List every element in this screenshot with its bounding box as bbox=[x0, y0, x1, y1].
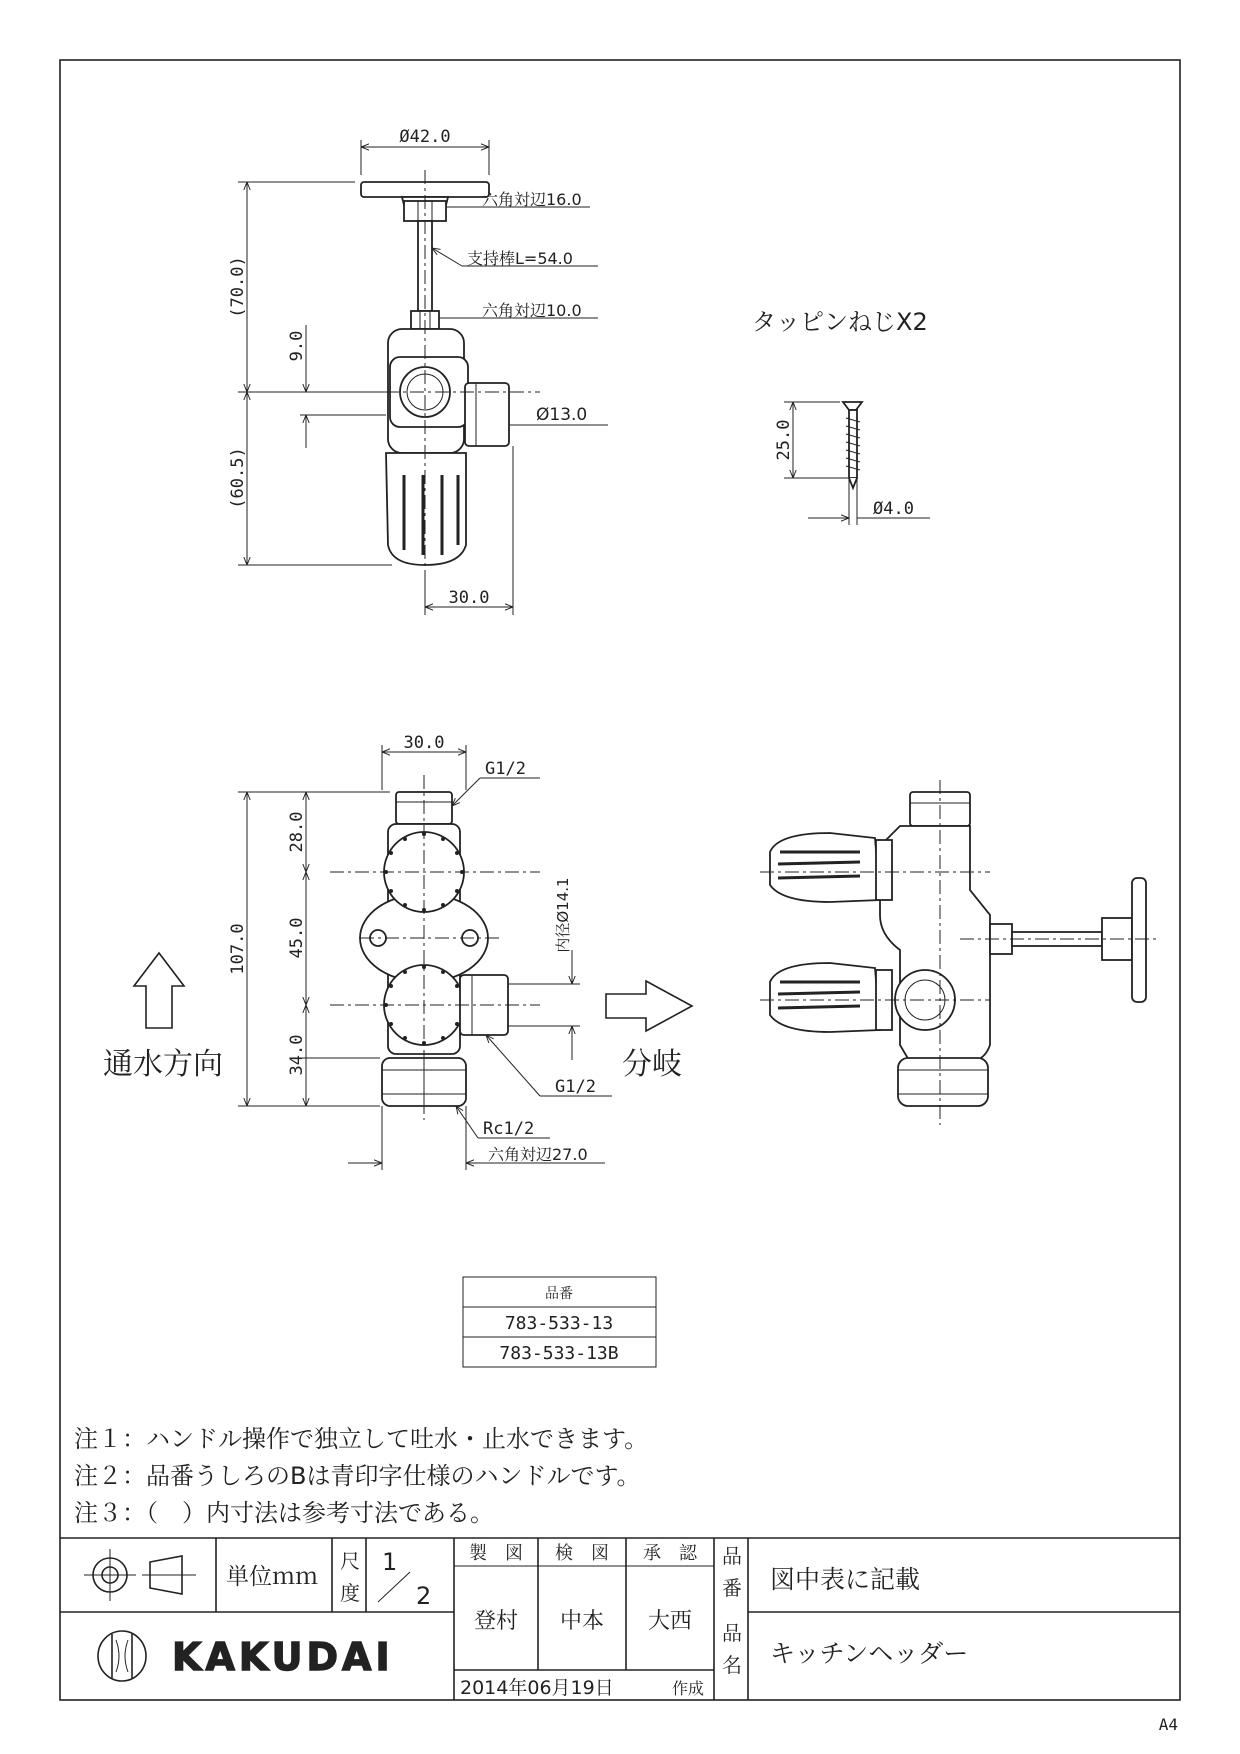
dim-width-30: 30.0 bbox=[448, 588, 490, 608]
dim-28: 28.0 bbox=[287, 811, 307, 853]
title-block bbox=[60, 1538, 1180, 1700]
date-suffix: 作成 bbox=[672, 1679, 705, 1698]
kakudai-logo bbox=[98, 1631, 394, 1681]
screw-label: タッピンねじX2 bbox=[752, 308, 928, 336]
handle-knob bbox=[386, 453, 466, 565]
front-view bbox=[103, 733, 692, 1170]
part-number-table bbox=[463, 1277, 656, 1367]
side-flange bbox=[1132, 878, 1146, 1002]
product-name: キッチンヘッダー bbox=[770, 1639, 969, 1668]
side-handle-lower bbox=[770, 963, 880, 1032]
dim-outlet-dia: Ø13.0 bbox=[536, 405, 588, 425]
flow-label: 通水方向 bbox=[103, 1047, 223, 1082]
part-no-value: 図中表に記載 bbox=[770, 1565, 921, 1594]
approved-label: 承 認 bbox=[643, 1543, 697, 1564]
part-table-header: 品番 bbox=[545, 1286, 573, 1302]
screw-dia: Ø4.0 bbox=[873, 499, 914, 519]
part-no-label-1: 品 bbox=[722, 1544, 742, 1568]
dim-hex-16: 六角対辺16.0 bbox=[482, 190, 582, 209]
name-label-2: 名 bbox=[722, 1653, 742, 1677]
name-label-1: 品 bbox=[722, 1621, 742, 1645]
part-table-row: 783-533-13B bbox=[499, 1343, 619, 1364]
dim-inner-dia: 内径Ø14.1 bbox=[554, 877, 572, 953]
screw-length: 25.0 bbox=[774, 419, 794, 461]
side-handle-upper bbox=[770, 833, 880, 902]
dim-34: 34.0 bbox=[287, 1034, 307, 1076]
scale-label-1: 尺 bbox=[340, 1549, 360, 1573]
part-table-row: 783-533-13 bbox=[504, 1313, 614, 1334]
issue-date: 2014年06月19日 bbox=[460, 1677, 614, 1699]
drawn-label: 製 図 bbox=[469, 1543, 523, 1564]
dim-g12-side: G1/2 bbox=[555, 1077, 596, 1097]
part-no-label-2: 番 bbox=[722, 1576, 742, 1600]
third-angle-projection-icon bbox=[84, 1549, 196, 1601]
dim-hex-10: 六角対辺10.0 bbox=[482, 301, 582, 320]
scale-label-2: 度 bbox=[340, 1581, 360, 1605]
note-3: 注３：（ ）内寸法は参考寸法である。 bbox=[74, 1499, 494, 1527]
dim-support-rod: 支持棒L=54.0 bbox=[467, 249, 573, 268]
dim-hex-27: 六角対辺27.0 bbox=[488, 1145, 588, 1164]
checked-label: 検 図 bbox=[555, 1543, 609, 1564]
scale-numerator: 1 bbox=[382, 1548, 398, 1576]
flow-arrow-icon bbox=[134, 953, 184, 1028]
dim-total-107: 107.0 bbox=[228, 923, 248, 975]
sheet-size-label: A4 bbox=[1158, 1715, 1178, 1734]
dim-offset-9: 9.0 bbox=[287, 330, 307, 362]
side-hex-nut bbox=[898, 1058, 988, 1106]
branch-arrow-icon bbox=[606, 981, 692, 1031]
brand-name: KAKUDAI bbox=[172, 1635, 394, 1679]
notes bbox=[74, 1425, 648, 1527]
drawn-by: 登村 bbox=[473, 1609, 519, 1634]
dim-g12-top: G1/2 bbox=[485, 759, 526, 779]
dim-front-width: 30.0 bbox=[403, 733, 445, 753]
top-view bbox=[228, 127, 608, 615]
dim-height-lower: (60.5) bbox=[228, 447, 248, 509]
approved-by: 大西 bbox=[647, 1609, 693, 1634]
dim-flange-dia: Ø42.0 bbox=[399, 127, 451, 147]
dim-45: 45.0 bbox=[287, 917, 307, 959]
branch-label: 分岐 bbox=[622, 1047, 682, 1082]
checked-by: 中本 bbox=[559, 1609, 605, 1634]
dim-rc12: Rc1/2 bbox=[483, 1119, 535, 1139]
note-2: 注２：品番うしろのBは青印字仕様のハンドルです。 bbox=[74, 1462, 641, 1490]
screw-head bbox=[843, 402, 862, 410]
note-1: 注１：ハンドル操作で独立して吐水・止水できます。 bbox=[74, 1425, 649, 1453]
unit-label: 単位ｍｍ bbox=[226, 1564, 318, 1590]
scale-denominator: 2 bbox=[416, 1582, 432, 1610]
side-view bbox=[760, 780, 1160, 1125]
dim-height-upper: (70.0) bbox=[228, 256, 248, 318]
screw-detail bbox=[752, 308, 930, 525]
